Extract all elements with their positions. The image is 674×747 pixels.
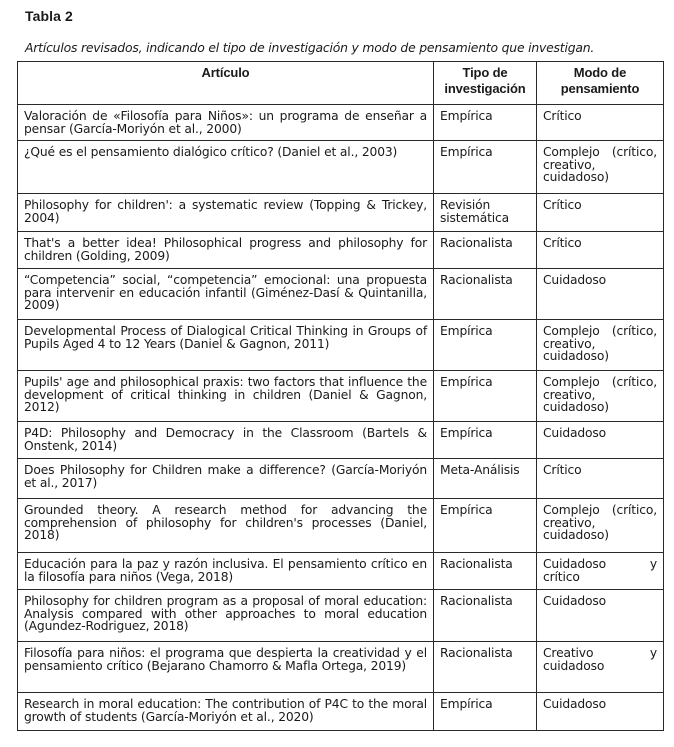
article-cell: That's a better idea! Philosophical progress and philosophy for children (Golding, 2009) [18, 232, 434, 269]
thinking-mode-cell: Crítico [537, 232, 664, 269]
table-row [18, 459, 664, 499]
thinking-mode-cell: Cuidadoso [537, 693, 664, 731]
research-type-cell: Empírica [434, 320, 537, 371]
thinking-mode-cell: Cuidadoso [537, 269, 664, 320]
article-cell: “Competencia” social, “competencia” emocional: una propuesta para intervenir en educación infantil (Giménez-Dasí & Quintanilla, 2009) [18, 269, 434, 320]
thinking-mode-cell: Crítico [537, 459, 664, 499]
article-cell: Developmental Process of Dialogical Critical Thinking in Groups of Pupils Aged 4 to 12 Years (Daniel & Gagnon, 2011) [18, 320, 434, 371]
table-row [18, 269, 664, 320]
header-article [18, 62, 434, 105]
article-cell: Grounded theory. A research method for advancing the comprehension of philosophy for children's processes (Daniel, 2018) [18, 499, 434, 553]
thinking-mode-cell: Crítico [537, 105, 664, 141]
table-row [18, 320, 664, 371]
table-row [18, 371, 664, 422]
header-row [18, 62, 664, 105]
research-type-cell: Empírica [434, 371, 537, 422]
research-type-cell: Racionalista [434, 642, 537, 693]
article-cell: Philosophy for children': a systematic review (Topping & Trickey, 2004) [18, 194, 434, 232]
thinking-mode-cell: Complejo (crítico, creativo, cuidadoso) [537, 141, 664, 194]
table-row [18, 499, 664, 553]
thinking-mode-cell: Cuidadoso [537, 590, 664, 642]
research-type-cell: Meta-Análisis [434, 459, 537, 499]
research-type-cell: Racionalista [434, 269, 537, 320]
table-row [18, 422, 664, 459]
thinking-mode-cell: Complejo (crítico, creativo, cuidadoso) [537, 499, 664, 553]
article-cell: Pupils' age and philosophical praxis: two factors that influence the development of critical thinking in children (Daniel & Gagnon, 2012) [18, 371, 434, 422]
thinking-mode-cell: Cuidadoso [537, 422, 664, 459]
table-body [18, 105, 664, 731]
header-article-label: Artículo [201, 65, 250, 80]
table-row [18, 105, 664, 141]
research-type-cell: Empírica [434, 422, 537, 459]
research-type-cell: Racionalista [434, 232, 537, 269]
header-research-type [434, 62, 537, 105]
research-type-cell: Empírica [434, 141, 537, 194]
article-cell: P4D: Philosophy and Democracy in the Classroom (Bartels & Onstenk, 2014) [18, 422, 434, 459]
table-caption: Artículos revisados, indicando el tipo de investigación y modo de pensamiento que investigan. [25, 40, 595, 55]
article-cell: Educación para la paz y razón inclusiva. El pensamiento crítico en la filosofía para niños (Vega, 2018) [18, 553, 434, 590]
article-cell: Filosofía para niños: el programa que despierta la creatividad y el pensamiento crítico (Bejarano Chamorro & Mafla Ortega, 2019) [18, 642, 434, 693]
header-mode-line2: pensamiento [560, 81, 640, 96]
article-cell: Research in moral education: The contribution of P4C to the moral growth of students (García-Moriyón et al., 2020) [18, 693, 434, 731]
table-row [18, 590, 664, 642]
header-mode-line1: Modo de [573, 65, 627, 80]
header-type-line1: Tipo de [462, 65, 508, 80]
table-row [18, 141, 664, 194]
header-thinking-mode [537, 62, 664, 105]
research-type-cell: Revisión sistemática [434, 194, 537, 232]
thinking-mode-cell: Complejo (crítico, creativo, cuidadoso) [537, 371, 664, 422]
articles-table [17, 61, 664, 731]
article-cell: ¿Qué es el pensamiento dialógico crítico? (Daniel et al., 2003) [18, 141, 434, 194]
research-type-cell: Racionalista [434, 553, 537, 590]
table-row [18, 642, 664, 693]
thinking-mode-cell: Cuidadoso y crítico [537, 553, 664, 590]
research-type-cell: Racionalista [434, 590, 537, 642]
thinking-mode-cell: Complejo (crítico, creativo, cuidadoso) [537, 320, 664, 371]
article-cell: Philosophy for children program as a proposal of moral education: Analysis compared with other approaches to moral education (Agundez-Rodriguez, 2018) [18, 590, 434, 642]
table-row [18, 194, 664, 232]
article-cell: Does Philosophy for Children make a difference? (García-Moriyón et al., 2017) [18, 459, 434, 499]
thinking-mode-cell: Crítico [537, 194, 664, 232]
article-cell: Valoración de «Filosofía para Niños»: un programa de enseñar a pensar (García-Moriyón et al., 2000) [18, 105, 434, 141]
header-type-line2: investigación [444, 81, 526, 96]
table-label: Tabla 2 [25, 8, 73, 24]
research-type-cell: Empírica [434, 499, 537, 553]
table-row [18, 232, 664, 269]
research-type-cell: Empírica [434, 693, 537, 731]
table-row [18, 693, 664, 731]
research-type-cell: Empírica [434, 105, 537, 141]
thinking-mode-cell: Creativo y cuidadoso [537, 642, 664, 693]
table-row [18, 553, 664, 590]
